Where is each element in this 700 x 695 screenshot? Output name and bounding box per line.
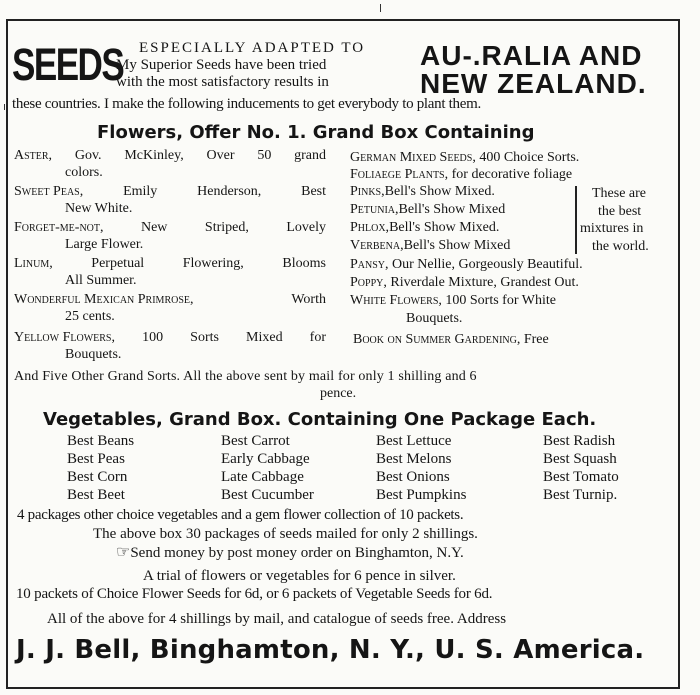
pinks <box>350 185 495 199</box>
flower-item-cont: 25 cents. <box>65 309 115 324</box>
vegetable-item: Best Squash <box>543 451 617 467</box>
intro-line-1: My Superior Seeds have been tried <box>116 57 327 73</box>
item-name: Petunia, <box>350 202 399 217</box>
vegetable-item: Late Cabbage <box>221 469 304 485</box>
item-name: Forget-me-not, <box>14 220 104 235</box>
country-australia: AU-.RALIA AND <box>420 40 643 71</box>
item-detail-word: Blooms <box>282 256 326 271</box>
flower-item <box>14 257 326 271</box>
vegetable-item: Best Cucumber <box>221 487 314 503</box>
pointing-hand-icon: ☞ <box>116 544 131 561</box>
item-detail: Bell's Show Mixed <box>403 238 511 253</box>
flower-item <box>14 293 326 307</box>
item-name: Foliaege Plants, <box>350 167 449 182</box>
flower-item <box>14 149 326 163</box>
item-detail-word: Sorts <box>190 330 219 345</box>
vegetable-item: Best Lettuce <box>376 433 452 449</box>
item-name: Sweet Peas, <box>14 184 84 199</box>
country-new-zealand: NEW ZEALAND. <box>420 68 647 99</box>
verbena <box>350 239 510 253</box>
item-name: Aster, <box>14 148 53 163</box>
adapted-line: ESPECIALLY ADAPTED TO <box>139 40 366 56</box>
item-detail-word: Worth <box>291 292 326 307</box>
item-detail-word: Over <box>206 148 235 163</box>
trial-line-1: A trial of flowers or vegetables for 6 pence in silver. <box>143 568 456 584</box>
item-name: Linum, <box>14 256 53 271</box>
vegetable-item: Best Tomato <box>543 469 619 485</box>
flower-item <box>14 221 326 235</box>
top-mark <box>380 4 381 12</box>
foliage-plants <box>350 168 572 182</box>
item-name: Book on Summer Gardening, <box>353 332 521 347</box>
money-order-text: Send money by post money order on Binghamton, N.Y. <box>130 545 464 561</box>
vegetable-item: Best Beet <box>67 487 125 503</box>
item-detail-word: Gov. <box>74 148 102 163</box>
vegetable-item: Best Radish <box>543 433 616 449</box>
item-detail: for decorative foliage <box>451 167 573 182</box>
item-detail-word: Best <box>301 184 326 199</box>
vegetable-item: Best Melons <box>376 451 452 467</box>
item-name: Poppy, <box>350 275 387 290</box>
item-name: Wonderful Mexican Primrose, <box>14 292 194 307</box>
item-name: German Mixed Seeds, <box>350 150 476 165</box>
vegetable-item: Best Peas <box>67 451 125 467</box>
vegetable-item: Early Cabbage <box>221 451 310 467</box>
flower-item-cont: Large Flower. <box>65 237 144 252</box>
flower-item <box>14 185 326 199</box>
vegetable-item: Best Pumpkins <box>376 487 467 503</box>
item-detail-word: 100 <box>142 330 164 345</box>
pansy <box>350 258 583 272</box>
white-flowers <box>350 294 556 308</box>
vegetable-item: Best Turnip. <box>543 487 618 503</box>
flower-item-cont: All Summer. <box>65 273 137 288</box>
petunia <box>350 203 505 217</box>
item-detail-word: 50 <box>257 148 272 163</box>
item-detail-word: Perpetual <box>91 256 145 271</box>
vegetable-item: Best Onions <box>376 469 450 485</box>
bracket-note-1: These are <box>592 186 647 201</box>
phlox <box>350 221 499 235</box>
bracket-note-4: the world. <box>592 239 649 254</box>
german-seeds <box>350 151 579 165</box>
trial-line-2: 10 packets of Choice Flower Seeds for 6d, or 6 packets of Vegetable Seeds for 6d. <box>16 586 493 602</box>
flower-item-cont: Bouquets. <box>65 347 122 362</box>
flowers-heading: Flowers, Offer No. 1. Grand Box Containing <box>97 122 535 143</box>
flower-item-cont: New White. <box>65 201 133 216</box>
item-name: White Flowers, <box>350 293 442 308</box>
item-detail: 400 Choice Sorts. <box>479 150 580 165</box>
vegetable-item: Best Carrot <box>221 433 290 449</box>
item-detail: 100 Sorts for White <box>445 293 556 308</box>
inducement-line: these countries. I make the following inducements to get everybody to plant them. <box>12 96 481 112</box>
money-order-line <box>116 545 464 561</box>
item-name: Pinks, <box>350 184 385 199</box>
white-flowers-cont: Bouquets. <box>406 311 463 326</box>
item-detail-word: Henderson, <box>197 184 262 199</box>
item-name: Pansy, <box>350 257 389 272</box>
item-detail: Bell's Show Mixed <box>398 202 506 217</box>
item-detail-word: Mixed <box>246 330 283 345</box>
bracket-note-3: mixtures in <box>580 221 644 236</box>
margin-mark <box>4 104 5 110</box>
item-name: Phlox, <box>350 220 390 235</box>
item-detail-word: Striped, <box>204 220 249 235</box>
item-detail-word: Flowering, <box>182 256 244 271</box>
flower-item <box>14 331 326 345</box>
bracket-note-2: the best <box>598 204 642 219</box>
veg-line-2: The above box 30 packages of seeds mailed for only 2 shillings. <box>93 526 478 542</box>
item-detail-word: Lovely <box>286 220 326 235</box>
item-name: Yellow Flowers, <box>14 330 115 345</box>
item-detail: Riverdale Mixture, Grandest Out. <box>390 275 579 290</box>
item-detail: Free <box>523 332 549 347</box>
flower-item-cont: colors. <box>65 165 103 180</box>
item-detail-word: Emily <box>123 184 158 199</box>
item-name: Verbena, <box>350 238 404 253</box>
vegetable-item: Best Beans <box>67 433 135 449</box>
seeds-title: SEEDS <box>12 39 124 90</box>
item-detail-word: grand <box>294 148 326 163</box>
item-detail: Our Nellie, Gorgeously Beautiful. <box>392 257 583 272</box>
summer-gardening-book <box>353 333 549 347</box>
poppy <box>350 276 579 290</box>
item-detail-word: New <box>140 220 168 235</box>
intro-line-2: with the most satisfactory results in <box>116 74 329 90</box>
vegetable-item: Best Corn <box>67 469 128 485</box>
item-detail: Bell's Show Mixed. <box>384 184 495 199</box>
trial-line-3: All of the above for 4 shillings by mail, and catalogue of seeds free. Address <box>47 611 507 627</box>
veg-line-1: 4 packages other choice vegetables and a gem flower collection of 10 packets. <box>17 507 464 523</box>
item-detail-word: for <box>309 330 326 345</box>
closing-line-1: And Five Other Grand Sorts. All the above sent by mail for only 1 shilling and 6 <box>14 369 477 384</box>
item-detail: Bell's Show Mixed. <box>389 220 500 235</box>
closing-line-2: pence. <box>320 386 357 401</box>
item-detail-word: McKinley, <box>124 148 184 163</box>
bracket-line <box>575 186 577 254</box>
signature-address: J. J. Bell, Binghamton, N. Y., U. S. America. <box>16 635 645 665</box>
vegetables-heading: Vegetables, Grand Box. Containing One Package Each. <box>43 409 597 430</box>
